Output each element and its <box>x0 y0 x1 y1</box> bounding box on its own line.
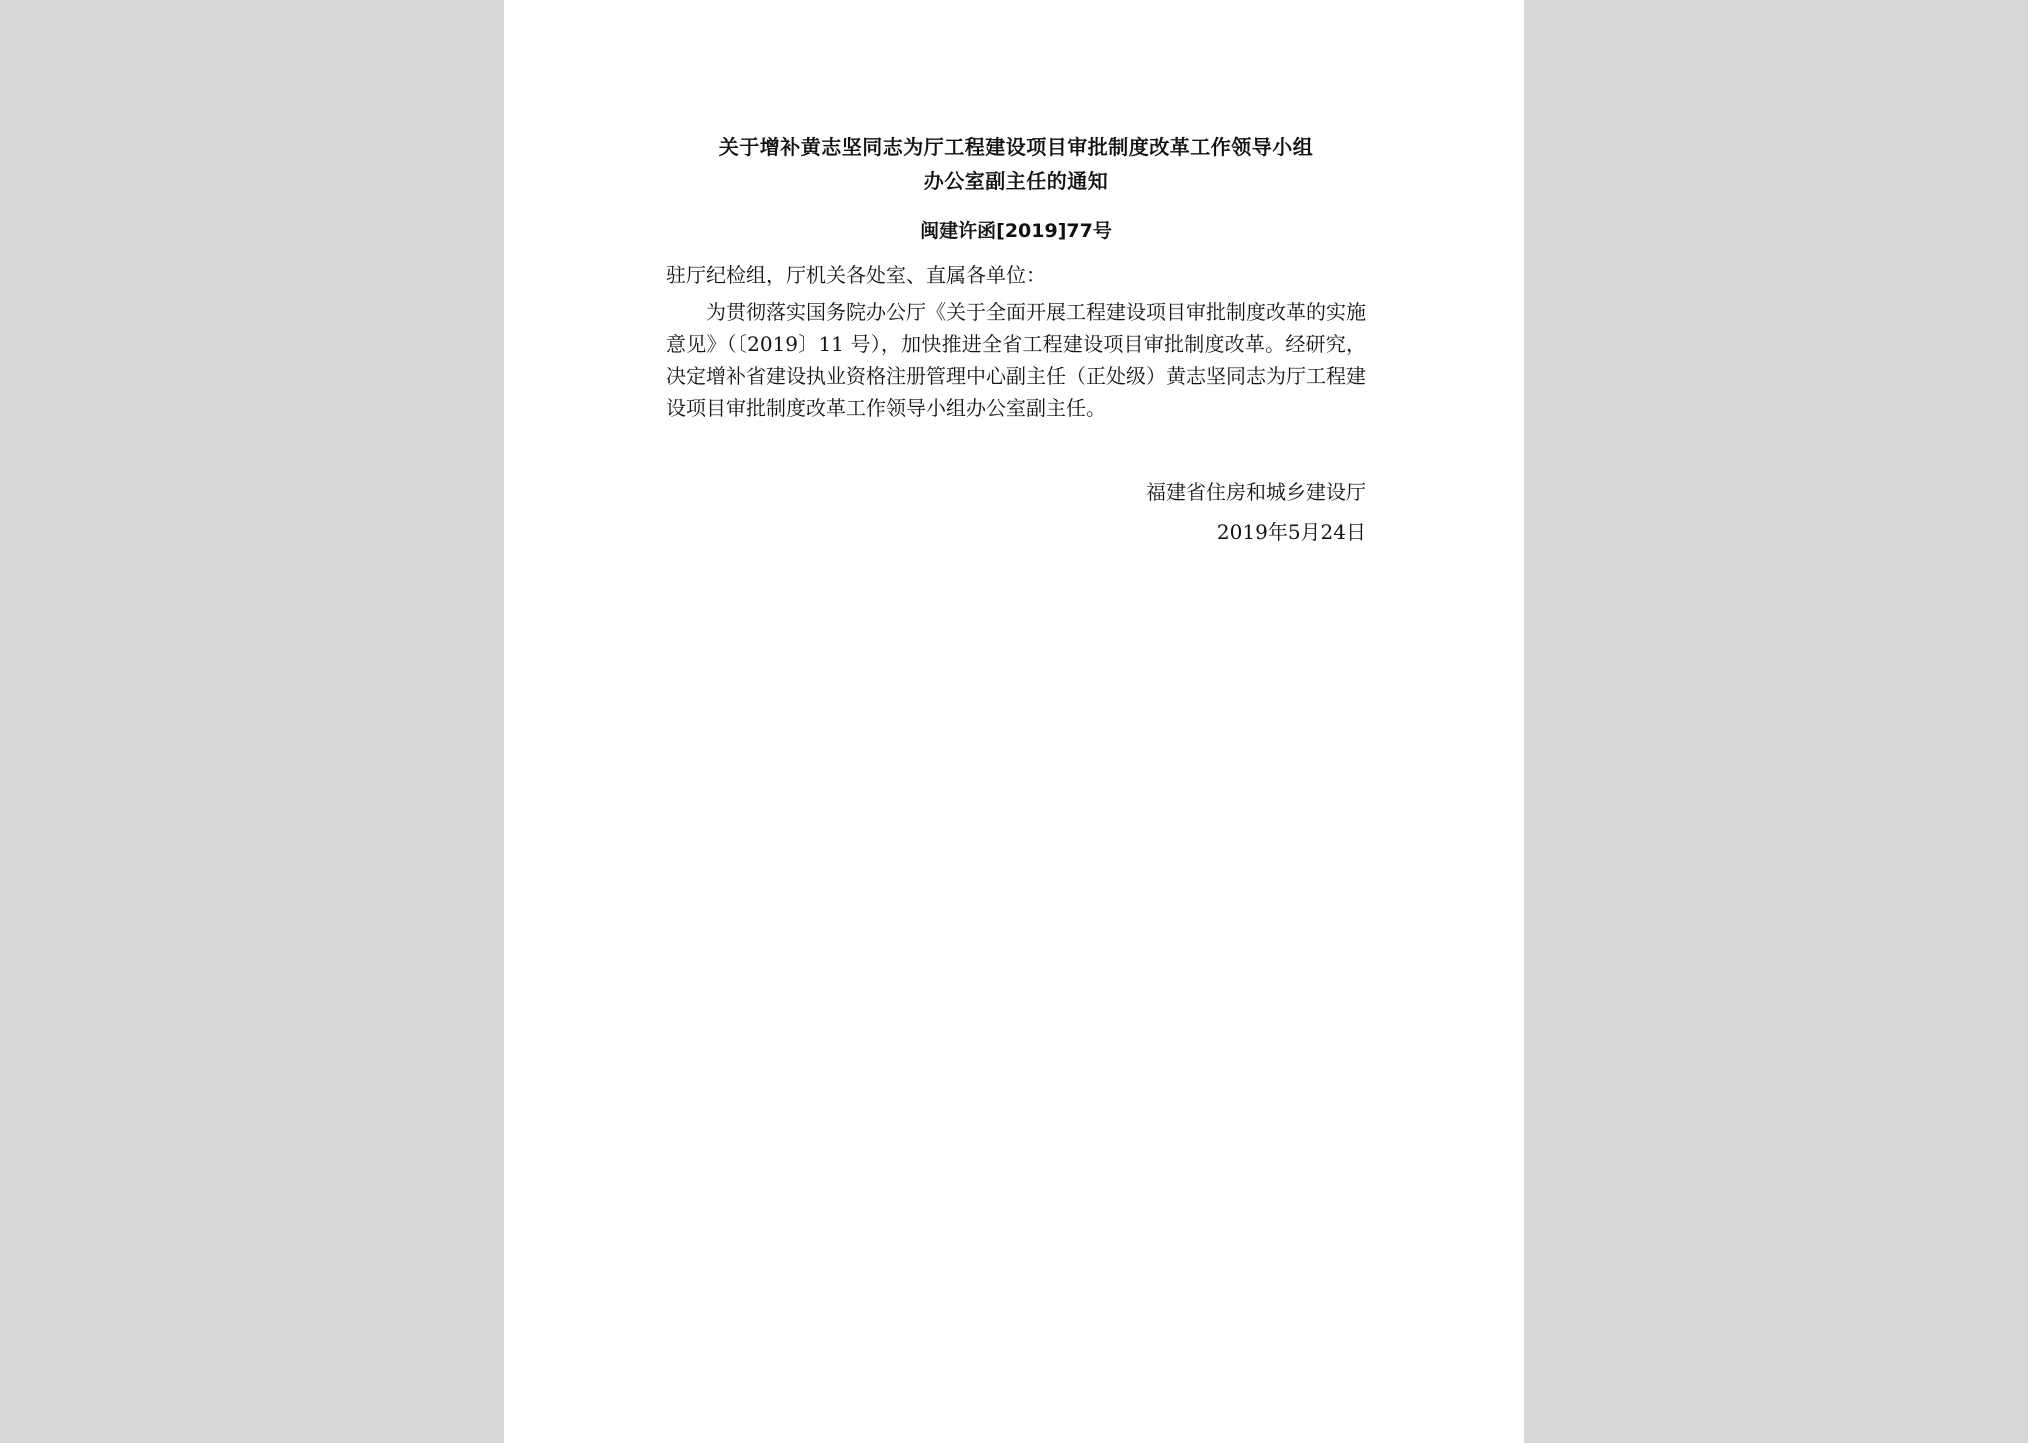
document-number: 闽建许函[2019]77号 <box>920 220 1112 242</box>
document-content <box>666 130 1366 552</box>
issuer-name: 福建省住房和城乡建设厅 <box>1146 480 1366 504</box>
document-page <box>504 0 1524 1443</box>
issue-date: 2019年5月24日 <box>1216 520 1366 544</box>
addressee: 驻厅纪检组，厅机关各处室、直属各单位： <box>666 263 1046 287</box>
signature-block <box>666 472 1366 552</box>
title-line-2: 办公室副主任的通知 <box>923 169 1109 193</box>
body-paragraph: 为贯彻落实国务院办公厅《关于全面开展工程建设项目审批制度改革的实施意见》（〔2019〕11 号），加快推进全省工程建设项目审批制度改革。经研究，决定增补省建设执业资格注册管理中心副主任（正处级）黄志坚同志为厅工程建设项目审批制度改革工作领导小组办公室副主任。 <box>666 300 1366 420</box>
title-line-1: 关于增补黄志坚同志为厅工程建设项目审批制度改革工作领导小组 <box>718 135 1314 159</box>
document-title <box>666 130 1366 198</box>
